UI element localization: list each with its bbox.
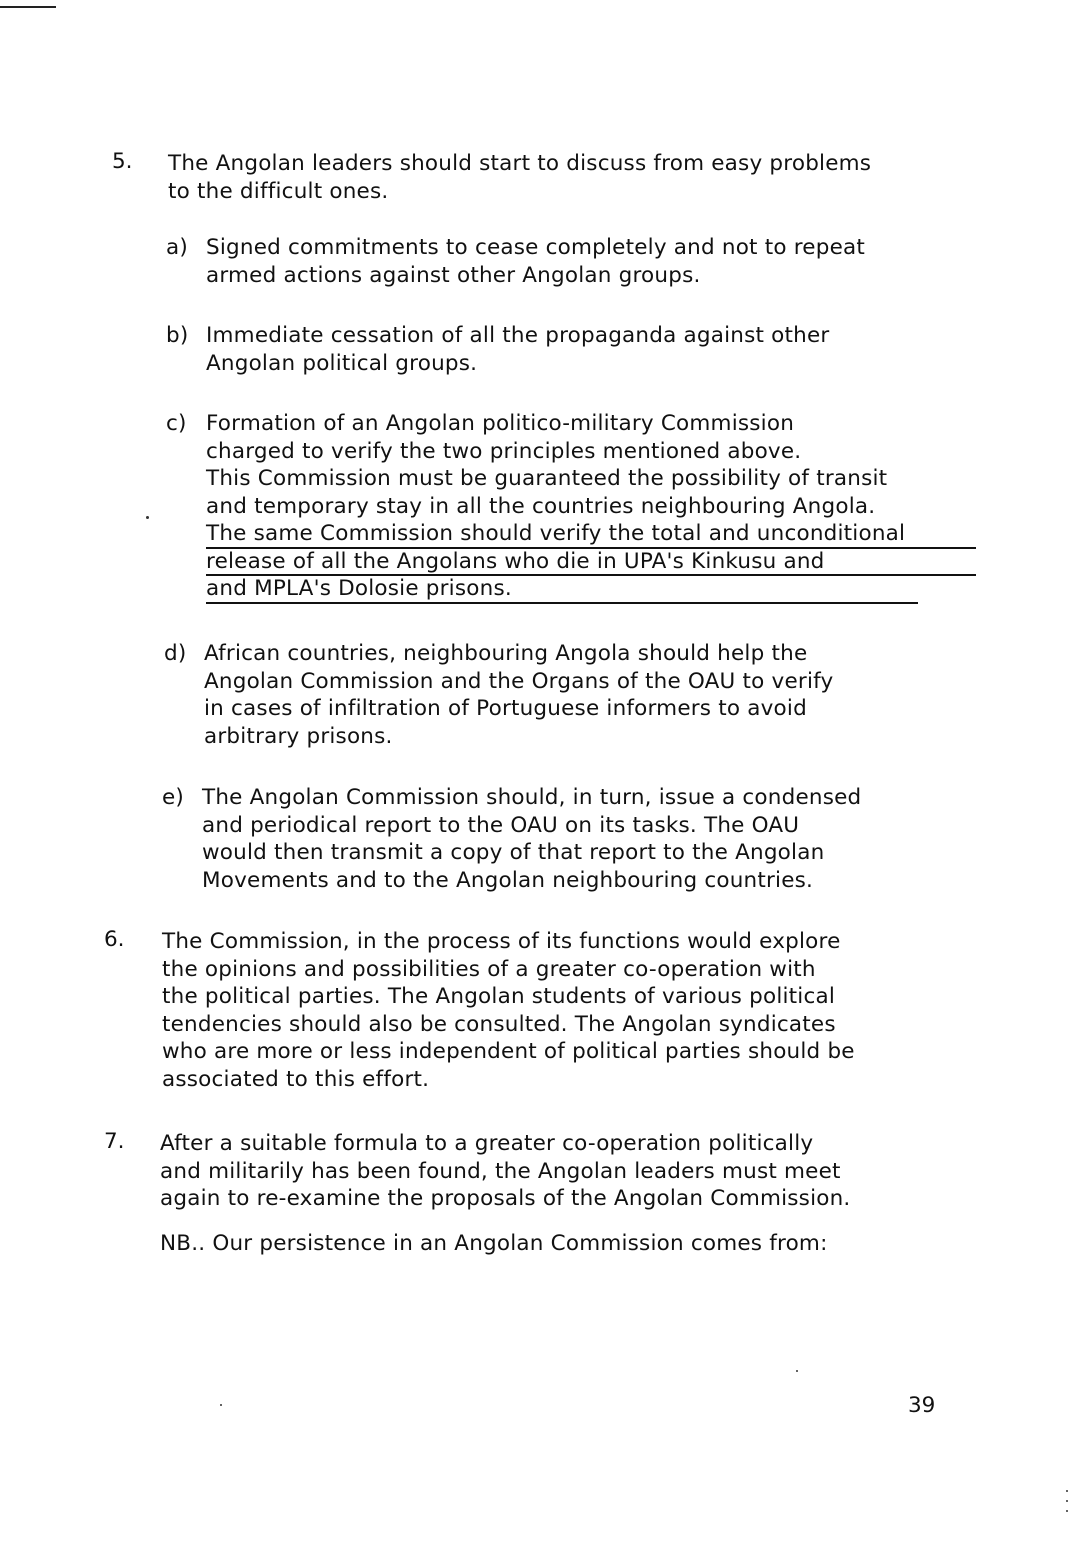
subitem-5e-line-2: and periodical report to the OAU on its tasks. The OAU	[202, 812, 800, 838]
scan-speck	[1066, 1490, 1068, 1492]
item-7-line-2: and militarily has been found, the Angolan leaders must meet	[160, 1158, 841, 1184]
scan-speck	[1066, 1510, 1068, 1512]
item-7-line-3: again to re-examine the proposals of the Angolan Commission.	[160, 1186, 851, 1211]
item-5-text	[168, 150, 871, 205]
item-number-5: 5.	[112, 149, 133, 174]
subitem-5b-body	[206, 322, 829, 377]
scan-speck	[796, 1370, 798, 1372]
item-6-line-3: the political parties. The Angolan students of various political	[162, 984, 836, 1009]
item-5-line-1: The Angolan leaders should start to discuss from easy problems	[168, 151, 872, 176]
subitem-5c-underlined-line-1: The same Commission should verify the total and unconditional	[206, 521, 906, 546]
subitem-5d-body	[204, 640, 833, 750]
item-6-text	[162, 928, 855, 1093]
subitem-5c-line-1: Formation of an Angolan politico-military Commission	[206, 411, 795, 436]
subitem-5c-line-3: This Commission must be guaranteed the possibility of transit	[206, 466, 888, 491]
item-number-6: 6.	[104, 927, 125, 952]
subitem-5d-line-2: Angolan Commission and the Organs of the OAU to verify	[204, 668, 834, 694]
subitem-5c-label: c)	[166, 411, 187, 436]
item-number-7: 7.	[104, 1129, 125, 1154]
subitem-5b-line-2: Angolan political groups.	[206, 350, 478, 376]
scan-corner-mark	[0, 6, 56, 8]
item-6-line-4: tendencies should also be consulted. The Angolan syndicates	[162, 1011, 836, 1037]
subitem-5d-line-4: arbitrary prisons.	[204, 723, 393, 749]
subitem-5a-line-2: armed actions against other Angolan groups.	[206, 262, 701, 288]
subitem-5b-line-1: Immediate cessation of all the propaganda against other	[206, 323, 830, 348]
subitem-5d-line-1: African countries, neighbouring Angola should help the	[204, 641, 808, 666]
subitem-5d-label: d)	[164, 641, 187, 666]
item-6-line-1: The Commission, in the process of its functions would explore	[162, 929, 841, 954]
subitem-5e-body	[202, 784, 861, 894]
subitem-5e-label: e)	[162, 785, 185, 810]
subitem-5a-label: a)	[166, 235, 188, 260]
subitem-5c-underlined-line-3: and MPLA's Dolosie prisons.	[206, 575, 905, 603]
item-6-line-5: who are more or less independent of political parties should be	[162, 1039, 855, 1064]
item-5-line-2: to the difficult ones.	[168, 178, 389, 204]
item-6-line-6: associated to this effort.	[162, 1066, 430, 1092]
subitem-5e-line-3: would then transmit a copy of that report to the Angolan	[202, 840, 825, 865]
subitem-5a-body	[206, 234, 865, 289]
subitem-5e-line-1: The Angolan Commission should, in turn, issue a condensed	[202, 785, 862, 810]
item-7-line-1: After a suitable formula to a greater co-operation politically	[160, 1131, 814, 1156]
subitem-5c-underlined-line-2: release of all the Angolans who die in UPA's Kinkusu and	[206, 548, 905, 576]
subitem-5c-line-4: and temporary stay in all the countries neighbouring Angola.	[206, 493, 876, 519]
item-7-text	[160, 1130, 850, 1213]
item-6-line-2: the opinions and possibilities of a greater co-operation with	[162, 956, 816, 982]
subitem-5e-line-4: Movements and to the Angolan neighbouring countries.	[202, 867, 814, 893]
subitem-5d-line-3: in cases of infiltration of Portuguese informers to avoid	[204, 696, 807, 721]
scan-speck	[146, 516, 149, 519]
subitem-5c-body	[206, 410, 905, 603]
subitem-5a-line-1: Signed commitments to cease completely and not to repeat	[206, 235, 866, 260]
nb-note: NB.. Our persistence in an Angolan Commission comes from:	[160, 1231, 828, 1256]
subitem-5b-label: b)	[166, 323, 189, 348]
scan-speck	[1066, 1500, 1068, 1502]
scan-speck	[220, 1404, 222, 1406]
page-number: 39	[908, 1393, 936, 1418]
subitem-5c-line-2: charged to verify the two principles mentioned above.	[206, 438, 802, 464]
